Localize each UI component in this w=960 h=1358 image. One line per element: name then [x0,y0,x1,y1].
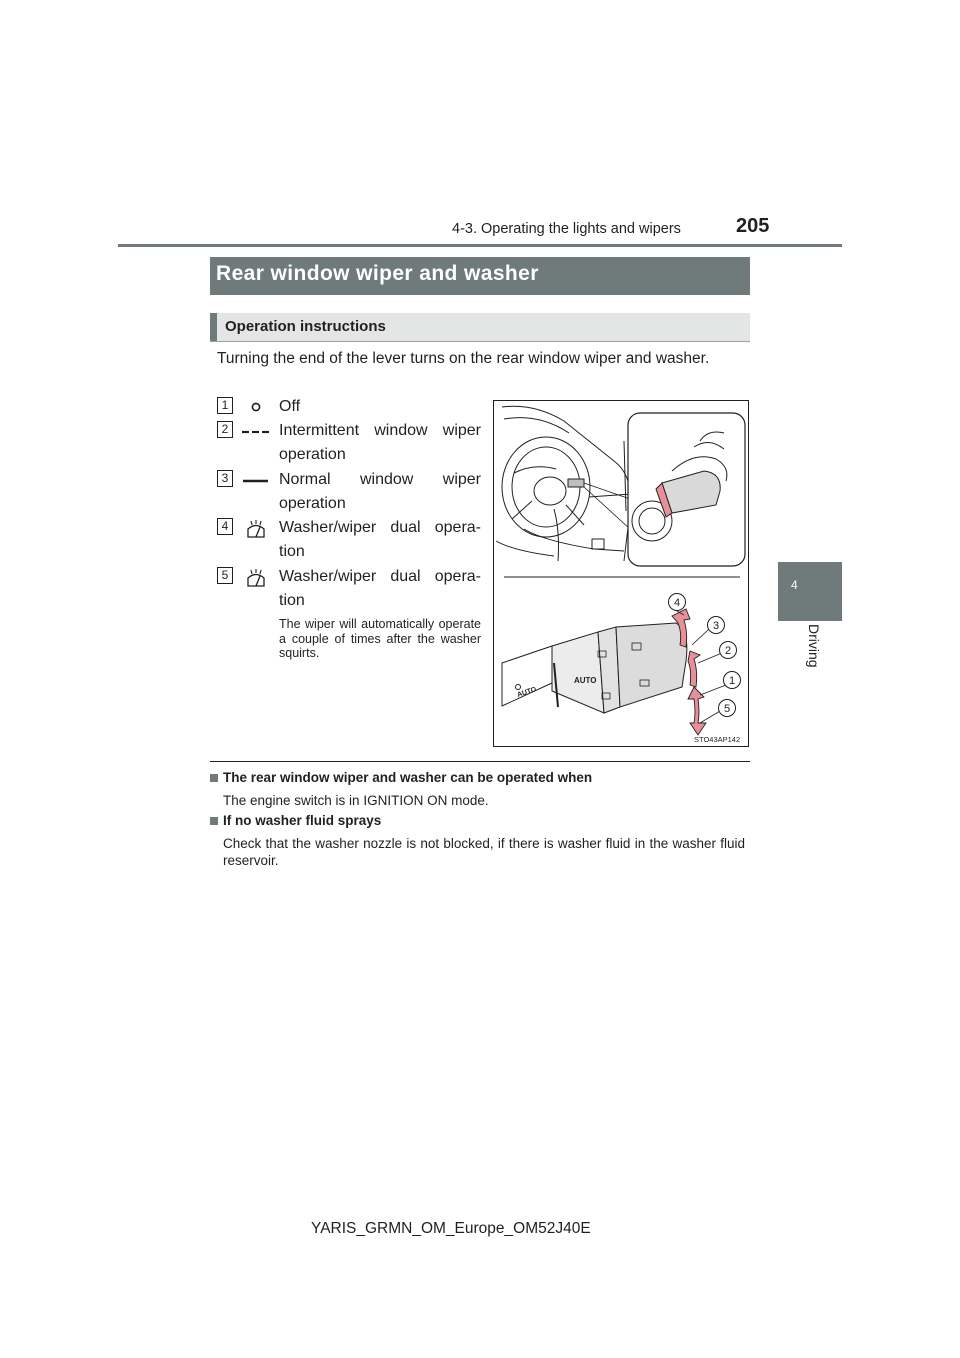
position-number-5: 5 [217,567,233,584]
info-bullet-2 [210,817,218,825]
page-number: 205 [736,215,770,237]
normal-line-icon [241,470,271,490]
section-title: Rear window wiper and washer [216,262,539,285]
washer-wiper-icon [241,518,271,538]
wiper-lever-drawing [494,401,750,748]
callout-3 [708,617,725,634]
callout-5 [719,700,736,717]
lever-closeup [502,623,687,713]
callout-label-5: 5 [723,703,731,715]
chapter-label-text: Driving [806,624,822,668]
callout-2 [720,642,737,659]
callout-label-1: 1 [728,675,736,687]
auto-label-lower: AUTO [516,686,538,699]
info-bullet-1 [210,774,218,782]
callout-1 [724,672,741,689]
subsection-title: Operation instructions [225,318,386,335]
position-number-1: 1 [217,397,233,414]
subsection-title-bar [210,313,750,341]
zoom-inset [628,413,745,566]
position-5-note: The wiper will automatically operate a couple of times after the washer squirts. [279,617,481,661]
position-text-2: Intermittent window wiper operation [279,422,481,463]
intermittent-dashes-icon [241,421,271,441]
info-body-2: Check that the washer nozzle is not blocked, if there is washer fluid in the washer fluid reservoir. [223,836,745,868]
position-text-4: Washer/wiper dual opera-tion [279,519,481,560]
position-number-4: 4 [217,518,233,535]
position-text-1: Off [279,398,301,415]
wiper-lever-illustration [493,400,749,747]
chapter-tab [778,562,842,621]
chapter-number: 4 [791,578,798,592]
footer-document-code: YARIS_GRMN_OM_Europe_OM52J40E [311,1220,591,1237]
callout-label-3: 3 [712,620,720,632]
position-text-3: Normal window wiper operation [279,471,481,512]
callout-4 [669,594,686,611]
off-circle-icon [241,397,271,417]
info-title-1: The rear window wiper and washer can be operated when [223,770,593,785]
subsection-rule [210,341,750,342]
info-body-1: The engine switch is in IGNITION ON mode. [223,793,489,808]
callout-label-2: 2 [724,645,732,657]
position-text-5: Washer/wiper dual opera-tion [279,568,481,609]
auto-label: AUTO [574,676,597,685]
info-title-2: If no washer fluid sprays [223,813,382,828]
section-title-bar [210,257,750,295]
figure-code: STO43AP142 [694,735,741,744]
washer-wiper-icon [241,567,271,587]
running-header-section: 4-3. Operating the lights and wipers [452,221,681,237]
header-rule [118,244,842,247]
position-number-2: 2 [217,421,233,438]
separator-rule [210,761,750,762]
callout-label-4: 4 [673,597,681,609]
chapter-label [778,624,842,684]
position-number-3: 3 [217,470,233,487]
intro-paragraph: Turning the end of the lever turns on the rear window wiper and washer. [217,350,710,367]
subsection-accent [210,313,217,341]
